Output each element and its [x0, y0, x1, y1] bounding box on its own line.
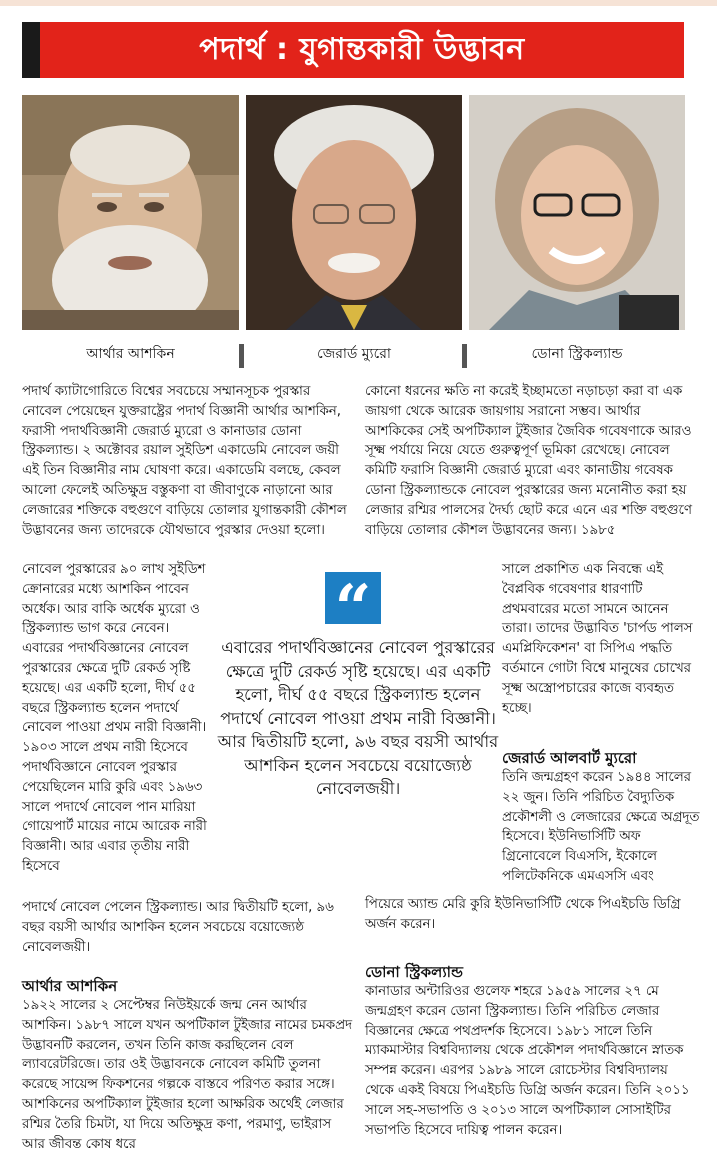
body-paragraph: সালে প্রকাশিত এক নিবন্ধে এই বৈপ্লবিক গবেষণার ধারণাটি প্রথমবারের মতো সামনে আনেন তারা। তাদের উদ্ভাবিত 'চার্পড পালস এমপ্লিফিকেশন' বা সিপিএ পদ্ধতি বর্তমানে গোটা বিশ্বে মানুষের চোখের সূক্ষ্ম অস্ত্রোপচারের কাজে ব্যবহৃত হচ্ছে।: [502, 562, 693, 716]
caption-ashkin: আর্থার আশকিন: [86, 346, 175, 362]
top-strip: [0, 0, 717, 6]
body-paragraph: পদার্থে নোবেল পেলেন স্ট্রিকল্যান্ড। আর দ্বিতীয়টি হলো, ৯৬ বছর বয়সী আর্থার আশকিন হলেন সবচেয়ে বয়োজ্যেষ্ঠ নোবেলজয়ী।: [22, 900, 334, 955]
photo-ashkin: [22, 95, 239, 330]
caption-mourou: জেরার্ড ম্যুরো: [317, 346, 391, 362]
photo-strickland: [469, 95, 685, 330]
caption-separator: [239, 344, 244, 368]
caption-strickland: ডোনা স্ট্রিকল্যান্ড: [531, 346, 623, 362]
quote-icon: “: [325, 572, 381, 624]
strickland-paragraph: কানাডার অন্টারিওর গুলেফ শহরে ১৯৫৯ সালের ২৭ মে জন্মগ্রহণ করেন ডোনা স্ট্রিকল্যান্ড। তিনি পরিচিত লেজার বিজ্ঞানের ক্ষেত্রে পথপ্রদর্শক হিসেবে। ১৯৮১ সালে তিনি ম্যাকমাস্টার বিশ্ববিদ্যালয় থেকে প্রকৌশল পদার্থবিজ্ঞানে স্নাতক সম্পন্ন করেন। এরপর ১৯৮৯ সালে রোচেস্টার বিশ্ববিদ্যালয় থেকে একই বিষয়ে পিএইচডি ডিগ্রি অর্জন করেন। তিনি ২০১১ সালে সহ-সভাপতি ও ২০১৩ সালে অপটিক্যাল সোসাইটির সভাপতি হিসেবে দায়িত্ব পালন করেন।: [365, 984, 690, 1138]
section-heading-mourou: জেরার্ড আলবার্ট ম্যুরো: [502, 749, 637, 767]
mourou-paragraph: তিনি জন্মগ্রহণ করেন ১৯৪৪ সালের ২২ জুন। তিনি পরিচিত বৈদ্যুতিক প্রকৌশলী ও লেজারের ক্ষেত্রে অগ্রদূত হিসেবে। ইউনিভার্সিটি অফ গ্রিনোবেলে বিএসসি, ইকোলে পলিটেকনিকে এমএসসি এবং: [502, 770, 700, 884]
ashkin-paragraph: ১৯২২ সালের ২ সেপ্টেম্বর নিউইয়র্কে জন্ম নেন আর্থার আশকিন। ১৯৮৭ সালে যখন অপটিকাল টুইজার নামের চমকপ্রদ উদ্ভাবনটি করলেন, তখন তিনি কাজ করছিলেন বেল ল্যাবরেটরিজে। তার ওই উদ্ভাবনকে নোবেল কমিটি তুলনা করেছে সায়েন্স ফিকশনের গল্পকে বাস্তবে পরিণত করার সঙ্গে। আশকিনের অপটিক্যাল টুইজার হলো আক্ষরিক অর্থেই লেজার রশ্মির তৈরি চিমটা, যা দিয়ে অতিক্ষুদ্র কণা, পরমাণু, ভাইরাস আর জীবন্ত কোষ ধরে: [22, 998, 353, 1152]
body-paragraph: নোবেল পুরস্কারের ৯০ লাখ সুইডিশ ক্রোনারের মধ্যে আশকিন পাবেন অর্ধেক। আর বাকি অর্ধেক ম্যুরো ও স্ট্রিকল্যান্ড ভাগ করে নেবেন। এবারের পদার্থবিজ্ঞানের নোবেল পুরস্কারের ক্ষেত্রে দুটি রেকর্ড সৃষ্টি হয়েছে। এর একটি হলো, দীর্ঘ ৫৫ বছরে স্ট্রিকল্যান্ড হলেন পদার্থে নোবেল পাওয়া প্রথম নারী বিজ্ঞানী। ১৯০৩ সালে প্রথম নারী হিসেবে পদার্থবিজ্ঞানে নোবেল পুরস্কার পেয়েছিলেন মারি কুরি এবং ১৯৬৩ সালে পদার্থে নোবেল পান মারিয়া গোয়েপার্ট মায়ের নামে আরেক নারী বিজ্ঞানী। আর এবার তৃতীয় নারী হিসেবে: [22, 562, 207, 874]
caption-separator: [462, 344, 467, 368]
headline-bar: [22, 22, 684, 78]
photo-mourou: [246, 95, 462, 330]
mourou-paragraph: পিয়েরে অ্যান্ড মেরি কুরি ইউনিভার্সিটি থেকে পিএইচডি ডিগ্রি অর্জন করেন।: [365, 897, 681, 932]
intro-paragraph: পদার্থ ক্যাটাগোরিতে বিশ্বের সবচেয়ে সম্মানসূচক পুরস্কার নোবেল পেয়েছেন যুক্তরাষ্ট্রের পদার্থ বিজ্ঞানী আর্থার আশকিন, ফরাসী পদার্থবিজ্ঞানী জেরার্ড ম্যুরো ও কানাডার ডোনা স্ট্রিকল্যান্ড। ২ অক্টোবর রয়াল সুইডিশ একাডেমি নোবেল জয়ী এই তিন বিজ্ঞানীর নাম ঘোষণা করে। একাডেমি বলছে, কেবল আলো ফেলেই অতিক্ষুদ্র বস্তুকণা বা জীবাণুকে নাড়ানো আর লেজারের শক্তিকে বহুগুণে বাড়িয়ে তোলার যুগান্তকারী কৌশল উদ্ভাবনের জন্য তাদেরকে যৌথভাবে পুরস্কার দেওয়া হলো।: [22, 384, 347, 538]
page-title: পদার্থ : যুগান্তকারী উদ্ভাবন: [199, 32, 525, 67]
body-paragraph: কোনো ধরনের ক্ষতি না করেই ইচ্ছামতো নড়াচড়া করা বা এক জায়গা থেকে আরেক জায়গায় সরানো সম্ভব। আর্থার আশকিকের সেই অপটিক্যাল টুইজার জৈবিক গবেষণাকে আরও সূক্ষ্ম পর্যায়ে নিয়ে যেতে গুরুত্বপূর্ণ ভূমিকা রেখেছে। নোবেল কমিটি ফরাসি বিজ্ঞানী জেরার্ড ম্যুরো এবং কানাডীয় গবেষক ডোনা স্ট্রিকল্যান্ডকে নোবেল পুরস্কারের জন্য মনোনীত করা হয় লেজার রশ্মির পালসের দৈর্ঘ্য ছোট করে এনে এর শক্তি বহুগুণে বাড়িয়ে তোলার কৌশল উদ্ভাবনের জন্য। ১৯৮৫: [365, 384, 692, 538]
headline-accent: [22, 22, 40, 78]
pull-quote: এবারের পদার্থবিজ্ঞানের নোবেল পুরস্কারের ক্ষেত্রে দুটি রেকর্ড সৃষ্টি হয়েছে। এর একটি হলো, দীর্ঘ ৫৫ বছরে স্ট্রিকল্যান্ড হলেন পদার্থে নোবেল পাওয়া প্রথম নারী বিজ্ঞানী। আর দ্বিতীয়টি হলো, ৯৬ বছর বয়সী আর্থার আশকিন হলেন সবচেয়ে বয়োজ্যেষ্ঠ নোবেলজয়ী।: [217, 638, 499, 798]
section-heading-strickland: ডোনা স্ট্রিকল্যান্ড: [365, 963, 464, 981]
section-heading-ashkin: আর্থার আশকিন: [22, 977, 118, 995]
